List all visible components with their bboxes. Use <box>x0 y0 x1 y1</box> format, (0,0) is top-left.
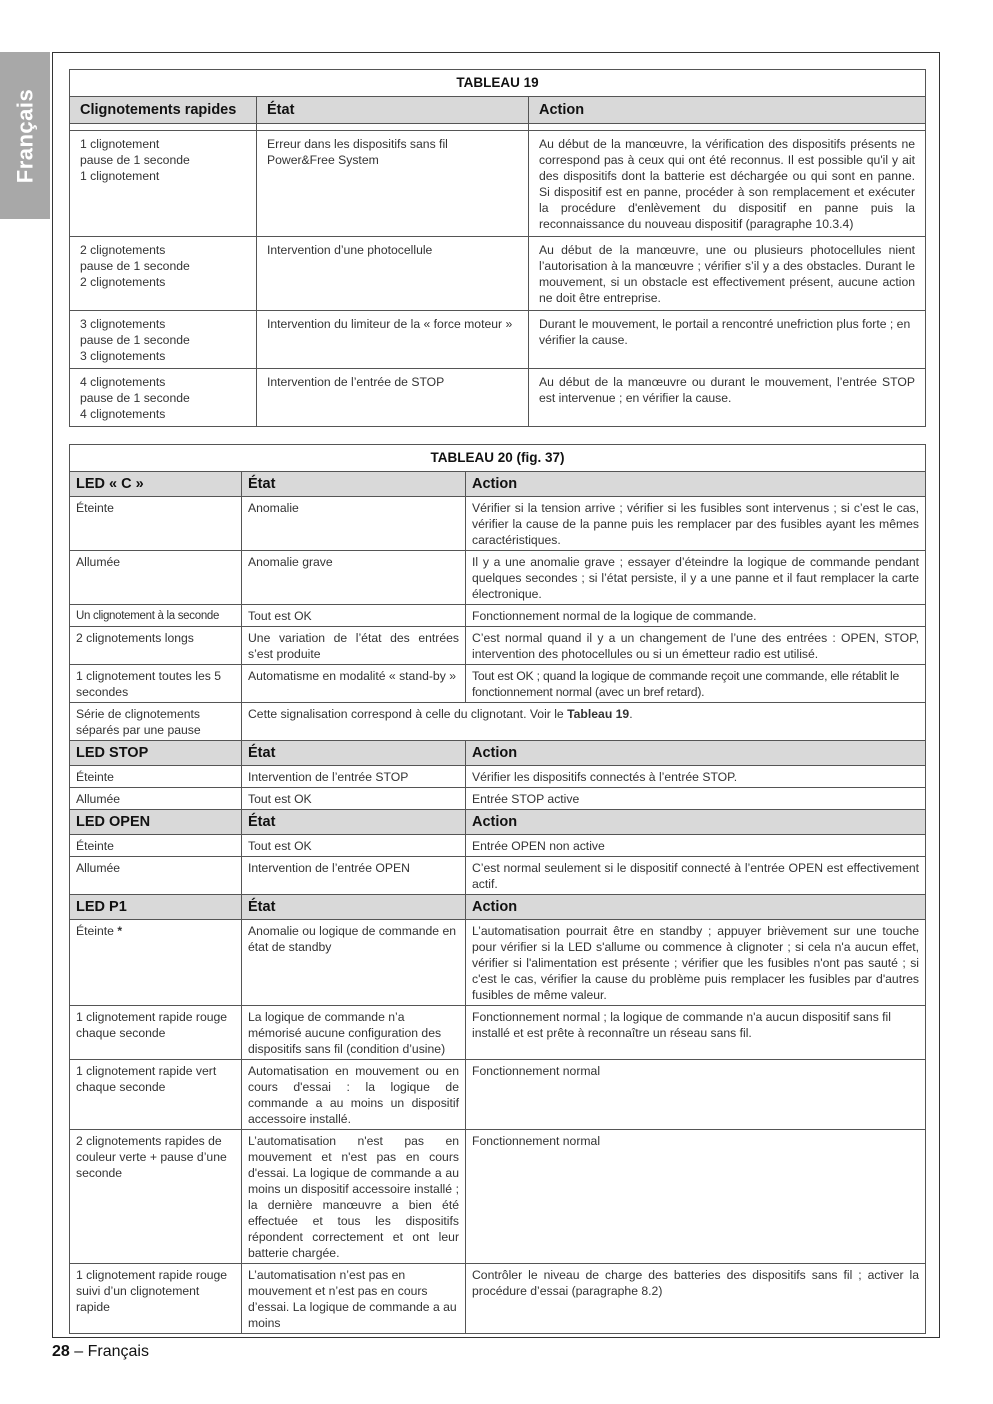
state-cell: Erreur dans les dispositifs sans fil Power&Free System <box>257 131 529 237</box>
table-20-caption: TABLEAU 20 (fig. 37) <box>70 445 926 472</box>
footer-separator: – <box>69 1343 88 1360</box>
state-cell: Une variation de l’état des entrées s’est produite <box>242 627 466 665</box>
led-cell: Allumée <box>70 857 242 895</box>
action-cell: Au début de la manœuvre, une ou plusieurs photocellules nient l’autorisation à la manœuvre ; vérifier s’il y a des obstacles. Durant le mouvement, si un obstacle est effectivement présent, aucune action ne doit être entreprise. <box>529 237 926 311</box>
action-cell: Durant le mouvement, le portail a rencontré unefriction plus forte ; en vérifier la cause. <box>529 311 926 369</box>
state-cell: Tout est OK <box>242 788 466 810</box>
header-state: État <box>257 97 529 124</box>
state-cell: Tout est OK <box>242 605 466 627</box>
state-cell: Automatisme en modalité « stand-by » <box>242 665 466 703</box>
header-led-p1: LED P1 <box>70 895 242 920</box>
header-action: Action <box>466 810 926 835</box>
header-led-open: LED OPEN <box>70 810 242 835</box>
state-cell: Anomalie <box>242 497 466 551</box>
header-action: Action <box>466 741 926 766</box>
action-cell: Fonctionnement normal <box>466 1130 926 1264</box>
action-cell: C’est normal quand il y a un changement de l’une des entrées : OPEN, STOP, intervention des photocellules ou si un émetteur radio est utilisé. <box>466 627 926 665</box>
action-cell: Contrôler le niveau de charge des batteries des dispositifs sans fil ; activer la procédure d’essai (paragraphe 8.2) <box>466 1264 926 1334</box>
action-cell: Au début de la manœuvre ou durant le mouvement, l’entrée STOP est intervenue ; en vérifier la cause. <box>529 369 926 427</box>
table-row <box>70 311 926 369</box>
led-cell: Éteinte * <box>70 920 242 1006</box>
table-row <box>70 1060 926 1130</box>
table-row <box>70 497 926 551</box>
header-led-stop: LED STOP <box>70 741 242 766</box>
flash-cell: 3 clignotements pause de 1 seconde 3 clignotements <box>70 311 257 369</box>
table-row <box>70 131 926 237</box>
state-cell: Tout est OK <box>242 835 466 857</box>
header-action: Action <box>466 472 926 497</box>
header-action: Action <box>466 895 926 920</box>
led-cell: Éteinte <box>70 497 242 551</box>
flash-cell: 1 clignotement pause de 1 seconde 1 clignotement <box>70 131 257 237</box>
led-cell: Série de clignotements séparés par une pause <box>70 703 242 741</box>
state-cell: Intervention du limiteur de la « force moteur » <box>257 311 529 369</box>
table-row <box>70 1130 926 1264</box>
table-19-reference: Tableau 19 <box>567 707 630 721</box>
table-19 <box>69 69 926 427</box>
header-state: État <box>242 741 466 766</box>
led-cell: 1 clignotement rapide rouge suivi d’un clignotement rapide <box>70 1264 242 1334</box>
table-19-caption: TABLEAU 19 <box>70 70 926 97</box>
table-row <box>70 369 926 427</box>
state-cell: La logique de commande n’a mémorisé aucune configuration des dispositifs sans fil (condition d’usine) <box>242 1006 466 1060</box>
state-cell: Intervention d’une photocellule <box>257 237 529 311</box>
led-cell: Éteinte <box>70 766 242 788</box>
table-row <box>70 920 926 1006</box>
table-row <box>70 1264 926 1334</box>
action-cell: C’est normal seulement si le dispositif connecté à l’entrée OPEN est effectivement actif. <box>466 857 926 895</box>
led-cell: 2 clignotements longs <box>70 627 242 665</box>
led-cell: 1 clignotement rapide vert chaque seconde <box>70 1060 242 1130</box>
led-cell: 1 clignotement toutes les 5 secondes <box>70 665 242 703</box>
page-number: 28 <box>52 1343 70 1360</box>
header-state: État <box>242 472 466 497</box>
header-action: Action <box>529 97 926 124</box>
led-cell: Un clignotement à la seconde <box>70 605 242 627</box>
header-led-c: LED « C » <box>70 472 242 497</box>
header-state: État <box>242 810 466 835</box>
action-cell: Il y a une anomalie grave ; essayer d’éteindre la logique de commande pendant quelques secondes ; si l’état persiste, il y a une panne et il faut remplacer la carte électronique. <box>466 551 926 605</box>
action-cell: Entrée STOP active <box>466 788 926 810</box>
table-row <box>70 703 926 741</box>
state-cell: Intervention de l’entrée OPEN <box>242 857 466 895</box>
table-row <box>70 237 926 311</box>
action-cell: Vérifier les dispositifs connectés à l’entrée STOP. <box>466 766 926 788</box>
table-row <box>70 835 926 857</box>
state-cell: Anomalie ou logique de commande en état de standby <box>242 920 466 1006</box>
header-state: État <box>242 895 466 920</box>
state-cell: L’automatisation n'est pas en mouvement et n'est pas en cours d'essai. La logique de commande a au moins un dispositif accessoire installé ; la dernière manœuvre a bien été effectuée et tous les dispositifs répondent correctement et ont leur batterie chargée. <box>242 1130 466 1264</box>
action-cell: Fonctionnement normal de la logique de commande. <box>466 605 926 627</box>
table-row <box>70 627 926 665</box>
merged-cell: Cette signalisation correspond à celle du clignotant. Voir le Tableau 19. <box>242 703 926 741</box>
table-row <box>70 1006 926 1060</box>
action-cell: L’automatisation pourrait être en standby ; appuyer brièvement sur une touche pour vérifier si la LED s'allume ou commence à clignoter ; si cela n'a aucun effet, vérifier si l'alimentation est présente ; vérifier que les fusibles n'ont pas sauté ; si c'est le cas, vérifier la cause du problème puis remplacer les fusibles par d'autres fusibles de même valeur. <box>466 920 926 1006</box>
page-footer <box>52 1343 149 1361</box>
action-cell: Vérifier si la tension arrive ; vérifier si les fusibles sont intervenus ; si c’est le cas, vérifier la cause de la panne puis les remplacer par des fusibles ayant les mêmes caractéristiques. <box>466 497 926 551</box>
page-frame <box>52 52 940 1338</box>
led-cell: Allumée <box>70 788 242 810</box>
state-cell: Intervention de l’entrée STOP <box>242 766 466 788</box>
led-cell: 1 clignotement rapide rouge chaque seconde <box>70 1006 242 1060</box>
table-row <box>70 551 926 605</box>
table-row <box>70 605 926 627</box>
flash-cell: 2 clignotements pause de 1 seconde 2 clignotements <box>70 237 257 311</box>
table-row <box>70 766 926 788</box>
footer-language: Français <box>87 1343 149 1360</box>
table-20 <box>69 444 926 1334</box>
state-cell: Automatisation en mouvement ou en cours d'essai : la logique de commande a au moins un dispositif accessoire installé. <box>242 1060 466 1130</box>
footnote-asterisk: * <box>113 924 123 938</box>
table-row <box>70 857 926 895</box>
led-cell: Allumée <box>70 551 242 605</box>
flash-cell: 4 clignotements pause de 1 seconde 4 clignotements <box>70 369 257 427</box>
table-row <box>70 788 926 810</box>
language-tab <box>0 52 50 219</box>
action-cell: Fonctionnement normal <box>466 1060 926 1130</box>
led-cell: Éteinte <box>70 835 242 857</box>
state-cell: L’automatisation n’est pas en mouvement et n’est pas en cours d’essai. La logique de commande a au moins <box>242 1264 466 1334</box>
action-cell: Fonctionnement normal ; la logique de commande n'a aucun dispositif sans fil installé et est prête à reconnaître un réseau sans fil. <box>466 1006 926 1060</box>
table-row <box>70 665 926 703</box>
action-cell: Au début de la manœuvre, la vérification des dispositifs présents ne correspond pas à ceux qui ont été reconnus. Il est possible qu'il y ait des dispositifs dont la batterie est déchargée ou qui sont en panne. Si dispositif est en panne, procéder à son remplacement et exécuter la procédure d'enlèvement du dispositif en panne puis la reconnaissance du nouveau dispositif (paragraphe 10.3.4) <box>529 131 926 237</box>
action-cell: Tout est OK ; quand la logique de commande reçoit une commande, elle rétablit le fonctionnement normal (avec un bref retard). <box>466 665 926 703</box>
state-cell: Anomalie grave <box>242 551 466 605</box>
led-cell: 2 clignotements rapides de couleur verte + pause d’une seconde <box>70 1130 242 1264</box>
header-fast-flashes: Clignotements rapides <box>70 97 257 124</box>
language-tab-label: Français <box>12 88 37 183</box>
state-cell: Intervention de l’entrée de STOP <box>257 369 529 427</box>
action-cell: Entrée OPEN non active <box>466 835 926 857</box>
